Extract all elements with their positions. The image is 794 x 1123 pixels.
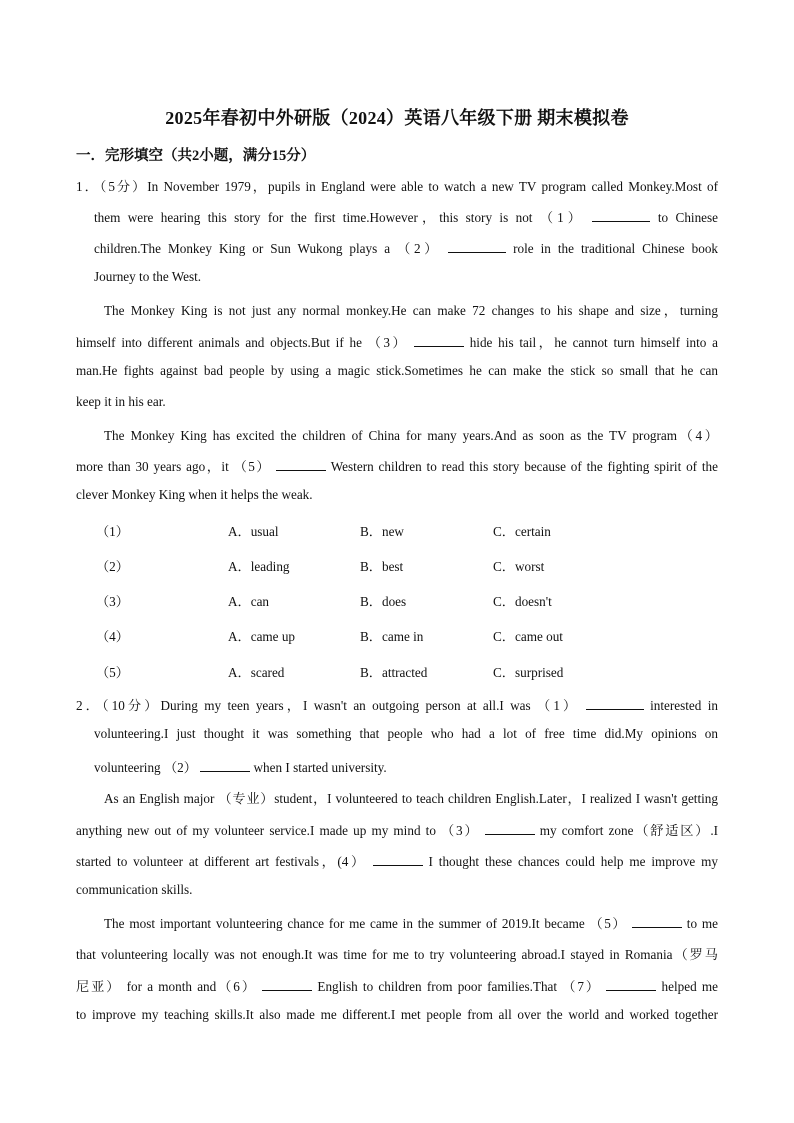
q2-line-5-text-a: anything new out of my volunteer service.I made up my mind to （3） [76,823,480,838]
q1-blank-2[interactable] [448,241,506,253]
q2-line-5 [76,820,718,839]
option-b[interactable]: B．best [360,559,404,574]
q2-line-4: As an English major （专业）student，I volunteered to teach children English.Later，I realized I wasn't getting [104,791,718,806]
q2-line-8-text-b: to me [686,916,719,931]
option-a[interactable]: A．usual [228,524,279,539]
q2-line-7: communication skills. [76,882,193,897]
q1-line-6-text-a: himself into different animals and objects.But if he （3） [76,335,409,350]
option-num: （3） [96,594,129,609]
option-a[interactable]: A．scared [228,665,285,680]
q2-line-6-text-b: I thought these chances could help me improve my [428,854,719,869]
q1-blank-1[interactable] [592,210,650,222]
q2-line-3 [94,757,718,776]
q2-line-1-text-b: interested in [650,698,719,713]
option-c[interactable]: C．doesn't [493,594,552,609]
q2-line-11: to improve my teaching skills.It also made me different.I met people from all over the world and worked together [76,1007,718,1022]
option-c[interactable]: C．surprised [493,665,564,680]
q2-blank-3[interactable] [485,823,535,835]
q2-line-9: that volunteering locally was not enough.It was time for me to try volunteering abroad.I stayed in Romania（罗马 [76,947,718,962]
q2-line-8-text-a: The most important volunteering chance for me came in the summer of 2019.It became （5） [104,916,628,931]
q2-line-6 [76,851,718,870]
q2-blank-2[interactable] [200,760,250,772]
option-a[interactable]: A．leading [228,559,290,574]
q2-line-1 [76,695,718,714]
q2-line-3-text-a: volunteering （2） [94,760,197,775]
option-num: （5） [96,665,129,680]
section-heading: 一．完形填空（共2小题，满分15分） [76,148,316,164]
q2-blank-6[interactable] [262,979,312,991]
q1-line-6 [76,332,718,351]
option-num: （4） [96,629,129,644]
q1-line-9: The Monkey King has excited the children of China for many years.And as soon as the TV program（4） [104,428,718,443]
q2-line-8 [104,913,718,932]
q1-line-10-text-a: more than 30 years ago，it （5） [76,459,272,474]
q1-line-10-text-b: Western children to read this story because of the fighting spirit of the [330,459,718,474]
option-c[interactable]: C．certain [493,524,551,539]
q1-line-2-text-b: to Chinese [657,210,719,225]
q2-line-10 [76,976,718,995]
q2-line-6-text-a: started to volunteer at different art festivals，(4） [76,854,367,869]
option-num: （1） [96,524,129,539]
option-b[interactable]: B．attracted [360,665,428,680]
q1-line-7: man.He fights against bad people by using a magic stick.Sometimes he can make the stick so small that he can [76,363,718,378]
q1-line-6-text-b: hide his tail，he cannot turn himself into a [469,335,719,350]
q2-line-10-text-b: English to children from poor families.That （7） [317,979,602,994]
option-a[interactable]: A．can [228,594,270,609]
q2-line-10-text-a: 尼亚） for a month and（6） [76,979,257,994]
q1-line-1: 1．（5分）In November 1979，pupils in England were able to watch a new TV program called Monkey.Most of [76,179,718,194]
q1-line-4: Journey to the West. [94,269,202,284]
q1-blank-5[interactable] [276,459,326,471]
q2-blank-4[interactable] [373,854,423,866]
option-num: （2） [96,559,129,574]
q2-line-1-text-a: 2．（10分）During my teen years，I wasn't an outgoing person at all.I was （1） [76,698,580,713]
q1-line-8: keep it in his ear. [76,394,166,409]
q2-line-5-text-b: my comfort zone（舒适区）.I [539,823,719,838]
q2-line-2: volunteering.I just thought it was something that people who had a lot of free time did.My opinions on [94,726,718,741]
option-c[interactable]: C．worst [493,559,545,574]
q2-line-10-text-c: helped me [661,979,719,994]
option-c[interactable]: C．came out [493,629,563,644]
option-b[interactable]: B．new [360,524,404,539]
q1-line-5: The Monkey King is not just any normal monkey.He can make 72 changes to his shape and size，turning [104,303,718,318]
exam-title: 2025年春初中外研版（2024）英语八年级下册 期末模拟卷 [165,108,629,128]
option-a[interactable]: A．came up [228,629,296,644]
option-b[interactable]: B．came in [360,629,424,644]
option-b[interactable]: B．does [360,594,407,609]
q2-blank-1[interactable] [586,698,644,710]
q2-blank-7[interactable] [606,979,656,991]
q1-line-3-text-a: children.The Monkey King or Sun Wukong plays a （2） [94,241,442,256]
q1-line-10 [76,456,718,475]
q2-line-3-text-b: when I started university. [253,760,387,775]
q1-line-3 [94,238,718,257]
q1-line-3-text-b: role in the traditional Chinese book [513,241,719,256]
q1-line-2-text-a: them were hearing this story for the first time.However，this story is not （1） [94,210,586,225]
q1-blank-3[interactable] [414,335,464,347]
q1-line-11: clever Monkey King when it helps the weak. [76,487,313,502]
q1-line-2 [94,207,718,226]
q2-blank-5[interactable] [632,916,682,928]
